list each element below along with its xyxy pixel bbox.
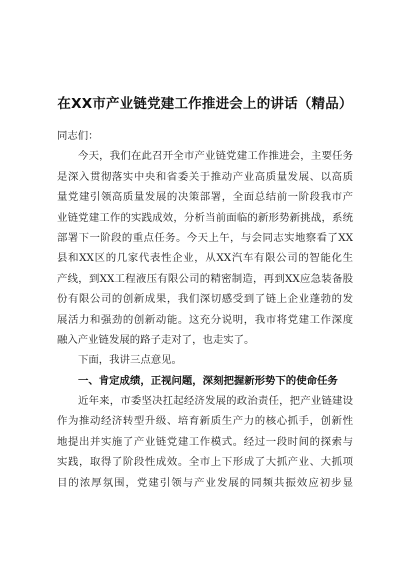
paragraph-line: 目的浓厚氛围，党建引领与产业发展的同频共振效应初步显: [57, 476, 353, 489]
paragraph-line: 展活力和强劲的创新动能。这充分说明，我市将党建工作深度: [57, 313, 353, 326]
paragraph-line: 量党建引领高质量发展的决策部署，全面总结前一阶段我市产: [57, 191, 353, 204]
paragraph-section-one: [57, 391, 353, 493]
paragraph-intro: [57, 350, 353, 370]
paragraph-line: 作为推动经济转型升级、培育新质生产力的核心抓手，创新性: [57, 415, 353, 428]
paragraph-line: 业链党建工作的实践成效，分析当前面临的新形势新挑战，系统: [57, 211, 353, 224]
paragraph-line: 县和XX区的几家代表性企业，从XX汽车有限公司的智能化生: [57, 252, 353, 265]
document-title: 在XX市产业链党建工作推进会上的讲话（精品）: [57, 96, 353, 112]
paragraph-line: 份有限公司的创新成果，我们深切感受到了链上企业蓬勃的发: [57, 293, 353, 306]
document-body: [57, 126, 353, 493]
paragraph-line: 产线，到XX工程液压有限公司的精密制造，再到XX应急装备股: [57, 272, 353, 285]
section-heading: 一、肯定成绩，正视问题，深刻把握新形势下的使命任务: [78, 374, 338, 387]
paragraph-line: 部署下一阶段的重点任务。今天上午，与会同志实地察看了XX: [57, 231, 353, 244]
salutation: 同志们：: [57, 130, 99, 142]
paragraph-line: 地提出并实施了产业链党建工作模式。经过一段时间的探索与: [57, 435, 353, 448]
paragraph-opening: [57, 146, 353, 350]
paragraph-line: 融入产业链发展的路子走对了，也走实了。: [57, 333, 255, 346]
paragraph-line: 下面，我讲三点意见。: [78, 354, 182, 367]
paragraph-line: 今天，我们在此召开全市产业链党建工作推进会，主要任务: [78, 150, 353, 163]
paragraph-line: 实践，取得了阶段性成效。全市上下形成了大抓产业、大抓项: [57, 456, 353, 469]
paragraph-line: 是深入贯彻落实中央和省委关于推动产业高质量发展、以高质: [57, 170, 353, 183]
paragraph-line: 近年来，市委坚决扛起经济发展的政治责任，把产业链建设: [78, 395, 353, 408]
